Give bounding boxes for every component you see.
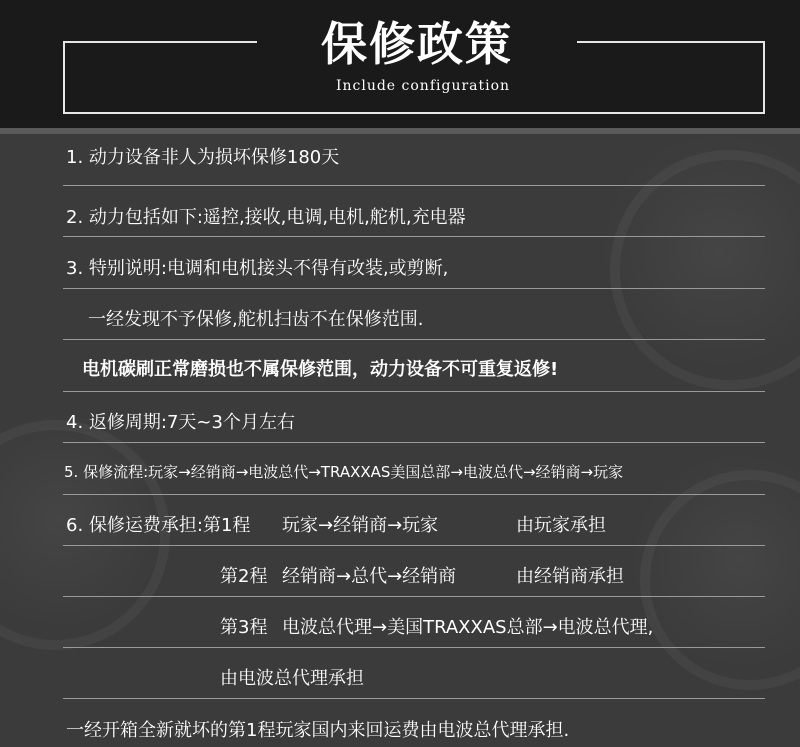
watermark-stamp-3 xyxy=(640,470,800,690)
stage-3-route: 电波总代理→美国TRAXXAS总部→电波总代理, xyxy=(282,617,654,638)
divider xyxy=(63,391,765,392)
divider xyxy=(63,339,765,340)
policy-item-6-prefix: 6. 保修运费承担:第1程 xyxy=(66,515,251,536)
page-title: 保修政策 xyxy=(321,17,513,71)
divider xyxy=(63,596,765,597)
stage-3-payer: 由电波总代理承担 xyxy=(220,668,364,689)
stage-2-label: 第2程 xyxy=(220,566,268,587)
stage-2-payer: 由经销商承担 xyxy=(516,566,624,587)
stage-1-route: 玩家→经销商→玩家 xyxy=(282,515,439,536)
stage-3-label: 第3程 xyxy=(220,617,268,638)
policy-item-4-text: 4. 返修周期:7天~3个月左右 xyxy=(66,412,295,433)
divider xyxy=(63,185,765,186)
footer-note-text: 一经开箱全新就坏的第1程玩家国内来回运费由电波总代理承担. xyxy=(66,720,570,741)
policy-item-2-text: 2. 动力包括如下:遥控,接收,电调,电机,舵机,充电器 xyxy=(66,207,466,228)
divider xyxy=(63,698,765,699)
watermark-stamp-1 xyxy=(610,150,800,390)
stage-1-payer: 由玩家承担 xyxy=(516,515,606,536)
header-banner xyxy=(0,0,800,134)
policy-item-5-text: 5. 保修流程:玩家→经销商→电波总代→TRAXXAS美国总部→电波总代→经销商→玩家 xyxy=(64,463,624,481)
policy-item-3-text: 3. 特别说明:电调和电机接头不得有改装,或剪断, xyxy=(66,258,449,279)
divider xyxy=(63,442,765,443)
divider xyxy=(63,545,765,546)
divider xyxy=(63,647,765,648)
divider xyxy=(63,236,765,237)
stage-2-route: 经销商→总代→经销商 xyxy=(282,566,457,587)
policy-item-1-text: 1. 动力设备非人为损坏保修180天 xyxy=(66,147,340,168)
page-subtitle: Include configuration xyxy=(335,78,511,94)
divider xyxy=(63,288,765,289)
policy-item-3-continuation-text: 一经发现不予保修,舵机扫齿不在保修范围. xyxy=(88,309,424,330)
policy-item-3-note-text: 电机碳刷正常磨损也不属保修范围，动力设备不可重复返修! xyxy=(82,359,559,380)
divider xyxy=(63,494,765,495)
